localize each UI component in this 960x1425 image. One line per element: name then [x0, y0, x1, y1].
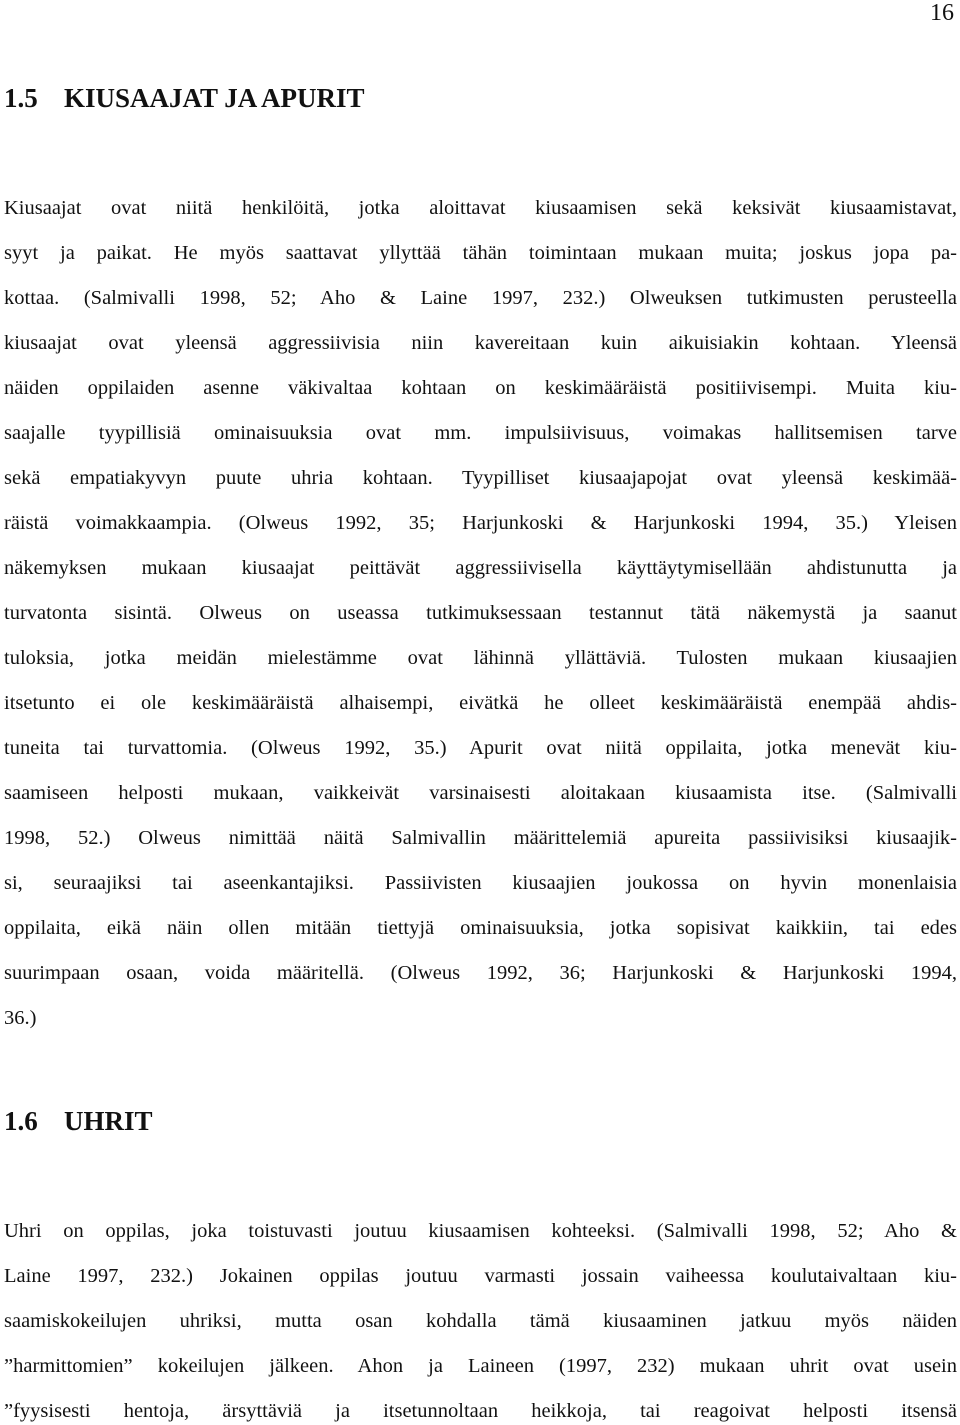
text-line: tuneita tai turvattomia. (Olweus 1992, 35.) Apurit ovat niitä oppilaita, jotka menevät kiu-: [4, 737, 957, 759]
text-line: Laine 1997, 232.) Jokainen oppilas joutuu varmasti jossain vaiheessa koulutaivaltaan kiu-: [4, 1265, 957, 1287]
page-number: 16: [930, 0, 954, 26]
text-line: tuloksia, jotka meidän mielestämme ovat lähinnä yllättäviä. Tulosten mukaan kiusaajien: [4, 647, 957, 669]
text-line: suurimpaan osaan, voida määritellä. (Olweus 1992, 36; Harjunkoski & Harjunkoski 1994,: [4, 962, 957, 984]
text-line: oppilaita, eikä näin ollen mitään tiettyjä ominaisuuksia, jotka sopisivat kaikkiin, tai edes: [4, 917, 957, 939]
text-line: näiden oppilaiden asenne väkivaltaa kohtaan on keskimääräistä positiivisempi. Muita kiu-: [4, 377, 957, 399]
section-title: UHRIT: [64, 1106, 153, 1136]
section-number: 1.5: [4, 83, 38, 113]
text-line: turvatonta sisintä. Olweus on useassa tutkimuksessaan testannut tätä näkemystä ja saanut: [4, 602, 957, 624]
text-line: ”fyysisesti hentoja, ärsyttäviä ja itsetunnoltaan heikkoja, tai reagoivat helposti itsensä: [4, 1400, 957, 1422]
text-line: näkemyksen mukaan kiusaajat peittävät aggressiivisella käyttäytymisellään ahdistunutta ja: [4, 557, 957, 579]
text-line: sekä empatiakyvyn puute uhria kohtaan. Tyypilliset kiusaajapojat ovat yleensä keskimää-: [4, 467, 957, 489]
text-line: itsetunto ei ole keskimääräistä alhaisempi, eivätkä he olleet keskimääräistä enempää ahdis-: [4, 692, 957, 714]
section-number: 1.6: [4, 1106, 38, 1136]
section-title: KIUSAAJAT JA APURIT: [64, 83, 365, 113]
text-line: si, seuraajiksi tai aseenkantajiksi. Passiivisten kiusaajien joukossa on hyvin monenlaisia: [4, 872, 957, 894]
text-line: kiusaajat ovat yleensä aggressiivisia niin kavereitaan kuin aikuisiakin kohtaan. Yleensä: [4, 332, 957, 354]
text-line: ”harmittomien” kokeilujen jälkeen. Ahon ja Laineen (1997, 232) mukaan uhrit ovat usein: [4, 1355, 957, 1377]
text-line: räistä voimakkaampia. (Olweus 1992, 35; Harjunkoski & Harjunkoski 1994, 35.) Yleisen: [4, 512, 957, 534]
text-line: 1998, 52.) Olweus nimittää näitä Salmivallin määrittelemiä apureita passiivisiksi kiusaajik-: [4, 827, 957, 849]
text-line: saamiseen helposti mukaan, vaikkeivät varsinaisesti aloitakaan kiusaamista itse. (Salmivalli: [4, 782, 957, 804]
text-line: syyt ja paikat. He myös saattavat yllyttää tähän toimintaan mukaan muita; joskus jopa pa-: [4, 242, 957, 264]
section-heading-kiusaajat: [4, 82, 365, 114]
text-line: saajalle tyypillisiä ominaisuuksia ovat mm. impulsiivisuus, voimakas hallitsemisen tarve: [4, 422, 957, 444]
section-heading-uhrit: [4, 1105, 153, 1137]
text-line: Uhri on oppilas, joka toistuvasti joutuu kiusaamisen kohteeksi. (Salmivalli 1998, 52; Aho &: [4, 1220, 957, 1242]
text-line: saamiskokeilujen uhriksi, mutta osan kohdalla tämä kiusaaminen jatkuu myös näiden: [4, 1310, 957, 1332]
text-line: Kiusaajat ovat niitä henkilöitä, jotka aloittavat kiusaamisen sekä keksivät kiusaamistavat,: [4, 197, 957, 219]
text-line: kottaa. (Salmivalli 1998, 52; Aho & Laine 1997, 232.) Olweuksen tutkimusten perusteella: [4, 287, 957, 309]
text-line: 36.): [4, 1007, 37, 1029]
